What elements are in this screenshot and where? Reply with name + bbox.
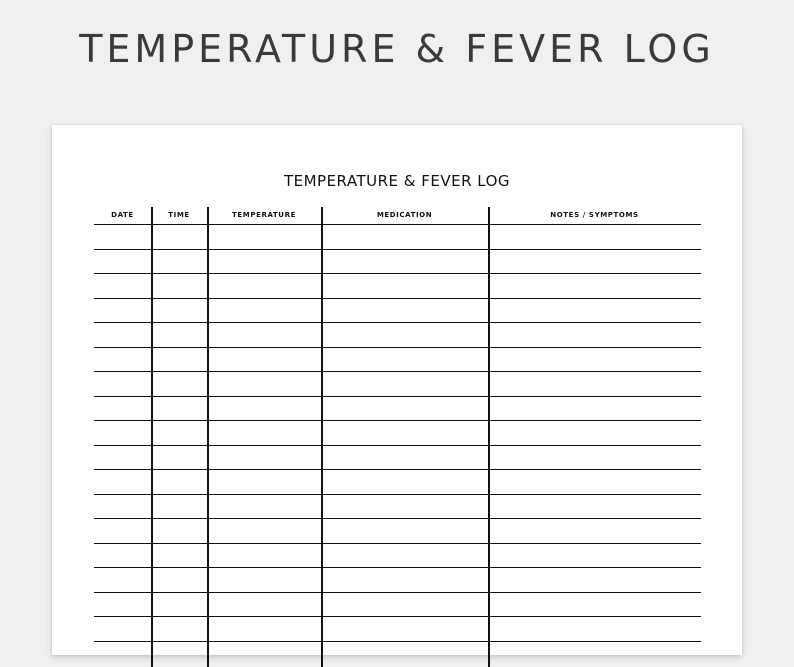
table-row (94, 323, 701, 348)
column-header-notes-symptoms: NOTES / SYMPTOMS (550, 211, 639, 219)
column-header-date: DATE (111, 211, 134, 219)
table-body (94, 225, 701, 642)
table-row (94, 274, 701, 299)
sheet-title: TEMPERATURE & FEVER LOG (283, 172, 511, 190)
column-divider (321, 207, 323, 667)
table-row (94, 568, 701, 593)
column-header-medication: MEDICATION (376, 211, 433, 219)
table-row (94, 617, 701, 642)
table-row (94, 593, 701, 618)
log-sheet (52, 125, 742, 655)
table-row (94, 470, 701, 495)
table-row (94, 250, 701, 275)
log-table (94, 207, 701, 642)
table-header-row (94, 207, 701, 225)
column-header-time: TIME (168, 211, 190, 219)
banner-title: TEMPERATURE & FEVER LOG (79, 27, 715, 71)
table-row (94, 372, 701, 397)
table-row (94, 544, 701, 569)
column-divider (151, 207, 153, 667)
column-header-temperature: TEMPERATURE (232, 211, 296, 219)
table-row (94, 519, 701, 544)
table-row (94, 446, 701, 471)
column-divider (488, 207, 490, 667)
table-row (94, 421, 701, 446)
table-row (94, 225, 701, 250)
table-row (94, 397, 701, 422)
table-row (94, 348, 701, 373)
table-row (94, 299, 701, 324)
column-divider (207, 207, 209, 667)
table-row (94, 495, 701, 520)
